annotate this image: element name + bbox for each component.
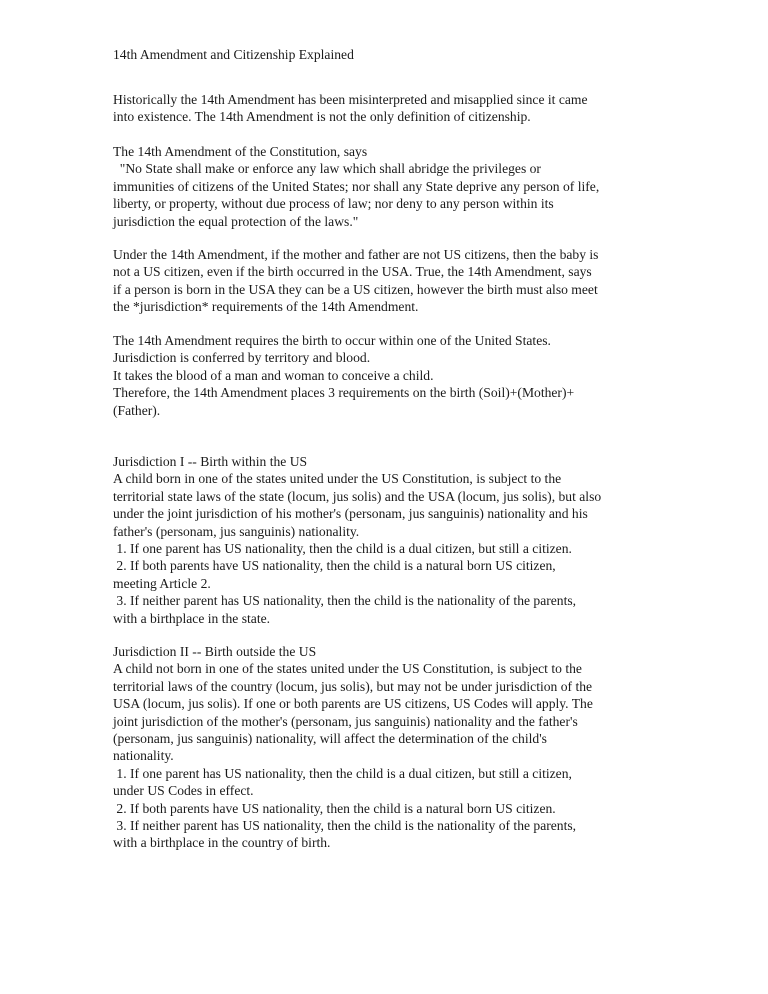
text-line: (Father).: [113, 402, 161, 418]
text-line: Therefore, the 14th Amendment places 3 requirements on the birth (Soil)+(Mother)+: [113, 385, 575, 401]
text-line: father's (personam, jus sanguinis) nationality.: [113, 523, 360, 539]
jurisdiction-2-section: [113, 643, 673, 852]
text-line: USA (locum, jus solis). If one or both parents are US citizens, US Codes will apply. The: [113, 696, 593, 712]
text-line: not a US citizen, even if the birth occurred in the USA. True, the 14th Amendment, says: [113, 264, 592, 280]
list-item: 3. If neither parent has US nationality, then the child is the nationality of the parents,: [113, 817, 577, 833]
text-line: nationality.: [113, 748, 174, 764]
section-heading: Jurisdiction II -- Birth outside the US: [113, 644, 317, 659]
text-line: A child not born in one of the states united under the US Constitution, is subject to the: [113, 661, 582, 677]
list-item: 2. If both parents have US nationality, then the child is a natural born US citizen,: [113, 558, 556, 574]
text-line: with a birthplace in the state.: [113, 610, 271, 626]
text-line: Historically the 14th Amendment has been misinterpreted and misapplied since it came: [113, 92, 588, 107]
text-line: with a birthplace in the country of birth.: [113, 835, 331, 851]
text-line: Jurisdiction is conferred by territory and blood.: [113, 350, 371, 366]
text-line: meeting Article 2.: [113, 575, 211, 591]
text-line: territorial laws of the country (locum, jus solis), but may not be under jurisdiction of the: [113, 678, 593, 694]
requirements-paragraph: [113, 332, 673, 419]
text-line: if a person is born in the USA they can be a US citizen, however the birth must also meet: [113, 281, 598, 297]
under-amendment-paragraph: [113, 246, 673, 316]
text-line: under US Codes in effect.: [113, 783, 254, 799]
text-line: immunities of citizens of the United States; nor shall any State deprive any person of life,: [113, 178, 600, 194]
text-line: "No State shall make or enforce any law which shall abridge the privileges or: [113, 161, 541, 177]
text-line: territorial state laws of the state (locum, jus solis) and the USA (locum, jus solis), but also: [113, 488, 602, 504]
text-line: (personam, jus sanguinis) nationality, will affect the determination of the child's: [113, 730, 547, 746]
list-item: 3. If neither parent has US nationality, then the child is the nationality of the parents,: [113, 593, 577, 609]
text-line: It takes the blood of a man and woman to conceive a child.: [113, 367, 434, 383]
text-line: joint jurisdiction of the mother's (personam, jus sanguinis) nationality and the father's: [113, 713, 578, 729]
text-line: the *jurisdiction* requirements of the 14th Amendment.: [113, 299, 419, 315]
text-line: into existence. The 14th Amendment is not the only definition of citizenship.: [113, 109, 531, 125]
list-item: 2. If both parents have US nationality, then the child is a natural born US citizen.: [113, 800, 556, 816]
text-line: The 14th Amendment requires the birth to occur within one of the United States.: [113, 333, 551, 348]
text-line: liberty, or property, without due process of law; nor deny to any person within its: [113, 196, 554, 212]
intro-paragraph: [113, 91, 673, 126]
text-line: The 14th Amendment of the Constitution, says: [113, 144, 368, 159]
document-title: 14th Amendment and Citizenship Explained: [113, 47, 354, 62]
jurisdiction-1-section: [113, 453, 673, 627]
section-heading: Jurisdiction I -- Birth within the US: [113, 454, 308, 469]
list-item: 1. If one parent has US nationality, then the child is a dual citizen, but still a citizen.: [113, 540, 572, 556]
list-item: 1. If one parent has US nationality, then the child is a dual citizen, but still a citizen,: [113, 765, 572, 781]
text-line: Under the 14th Amendment, if the mother and father are not US citizens, then the baby is: [113, 247, 599, 262]
constitution-quote-paragraph: [113, 143, 673, 230]
text-line: jurisdiction the equal protection of the laws.": [113, 213, 359, 229]
text-line: A child born in one of the states united under the US Constitution, is subject to the: [113, 471, 562, 487]
text-line: under the joint jurisdiction of his mother's (personam, jus sanguinis) nationality and his: [113, 506, 588, 522]
